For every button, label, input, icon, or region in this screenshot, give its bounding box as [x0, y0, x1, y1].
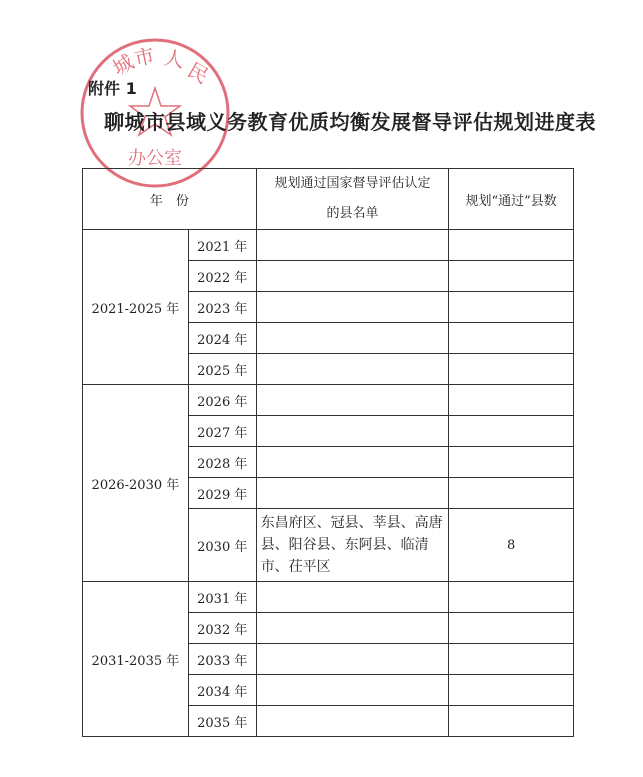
- counties-cell: [256, 261, 449, 292]
- header-counties-line1: 规划通过国家督导评估认定: [274, 176, 431, 191]
- year-cell: 2027 年: [188, 416, 256, 447]
- counties-cell: [256, 292, 449, 323]
- count-cell: [449, 675, 574, 706]
- year-cell: 2029 年: [188, 478, 256, 509]
- counties-cell: [256, 478, 449, 509]
- count-cell: [449, 416, 574, 447]
- count-cell: [449, 261, 574, 292]
- count-cell: [449, 644, 574, 675]
- count-cell: [449, 706, 574, 737]
- counties-cell: [256, 613, 449, 644]
- period-cell: 2031-2035 年: [83, 582, 189, 737]
- table-row: [83, 230, 574, 261]
- header-counties: [256, 169, 449, 230]
- count-cell: [449, 385, 574, 416]
- table-row: [83, 385, 574, 416]
- counties-cell: [256, 706, 449, 737]
- year-cell: 2021 年: [188, 230, 256, 261]
- period-cell: 2021-2025 年: [83, 230, 189, 385]
- count-cell: [449, 354, 574, 385]
- counties-cell: [256, 447, 449, 478]
- count-cell: [449, 323, 574, 354]
- counties-cell: [256, 354, 449, 385]
- counties-cell: [256, 644, 449, 675]
- year-cell: 2032 年: [188, 613, 256, 644]
- period-cell: 2026-2030 年: [83, 385, 189, 582]
- table-header-row: [83, 169, 574, 230]
- year-cell: 2031 年: [188, 582, 256, 613]
- count-cell: [449, 292, 574, 323]
- svg-text:城: 城: [108, 49, 138, 81]
- year-cell: 2024 年: [188, 323, 256, 354]
- counties-cell: [256, 675, 449, 706]
- counties-cell: [256, 230, 449, 261]
- year-cell: 2025 年: [188, 354, 256, 385]
- count-cell: [449, 230, 574, 261]
- header-count: 规划“通过”县数: [449, 169, 574, 230]
- year-cell: 2033 年: [188, 644, 256, 675]
- count-cell: [449, 582, 574, 613]
- count-cell: [449, 478, 574, 509]
- count-cell: [449, 613, 574, 644]
- svg-text:人: 人: [162, 45, 186, 73]
- svg-text:办公室: 办公室: [128, 148, 182, 169]
- table-row: [83, 582, 574, 613]
- year-cell: 2030 年: [188, 509, 256, 582]
- year-cell: 2034 年: [188, 675, 256, 706]
- svg-text:市: 市: [132, 43, 157, 71]
- document-title: 聊城市县域义务教育优质均衡发展督导评估规划进度表: [104, 110, 596, 134]
- header-year: 年 份: [83, 169, 257, 230]
- year-cell: 2028 年: [188, 447, 256, 478]
- counties-cell: [256, 323, 449, 354]
- counties-cell: 东昌府区、冠县、莘县、高唐县、阳谷县、东阿县、临清市、茌平区: [256, 509, 449, 582]
- counties-cell: [256, 582, 449, 613]
- year-cell: 2023 年: [188, 292, 256, 323]
- counties-cell: [256, 385, 449, 416]
- progress-table: [82, 168, 574, 737]
- count-cell: 8: [449, 509, 574, 582]
- year-cell: 2026 年: [188, 385, 256, 416]
- svg-text:民: 民: [183, 57, 213, 89]
- year-cell: 2022 年: [188, 261, 256, 292]
- year-cell: 2035 年: [188, 706, 256, 737]
- count-cell: [449, 447, 574, 478]
- header-counties-line2: 的县名单: [326, 206, 379, 221]
- attachment-label: 附件 1: [88, 79, 137, 98]
- counties-cell: [256, 416, 449, 447]
